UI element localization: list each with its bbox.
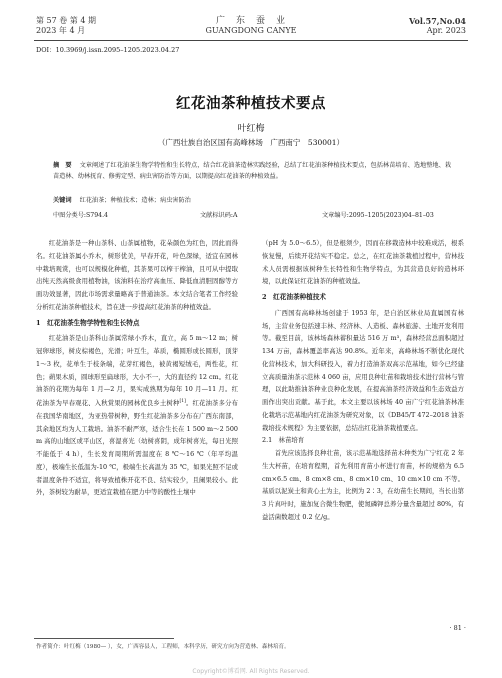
header-volume-en bbox=[409, 16, 466, 36]
footnote-rule bbox=[34, 638, 174, 639]
journal-name-cn: 广 东 蚕 业 bbox=[215, 16, 286, 26]
biology-text-a: 红花油茶是山茶科山茶属常绿小乔木，直立，高 5 m～12 m；树冠卵球形，树皮棕褐色，光滑；叶互生，革质，椭圆形或长圆形，顶芽 1～3 枚，花单生于枝条端，花芽红褐色，被黄褐短绒毛，两性花，红色；蒴果木质，圆球形至扁球形，大小不一，大的直径约 12 cm。红花油茶的花期为每年 1 月—2 月，果实成熟期为每年 10 月—11 月。红花油茶为早春观花、入秋赏果的园林优良乡土树种 bbox=[36, 334, 238, 408]
document-code: 文献标识码:A bbox=[200, 212, 238, 219]
seedling-paragraph: 首先应该选择良种壮苗，该示范基地选择苗木种类为广宁红花 2 年生大杯苗，在培育程期，首先利用育苗小杯进行育苗，杯的规格为 6.5 cm×6.5 cm、8 cm×8 cm、8 cm×10 cm、10 cm×10 cm 不等。基质以泥炭土和黄心土为主，比例为 2∶3，在幼苗生长期间，当长出第 3 片真叶时，施加复合微生物肥，使氮磷钾总养分量含量超过 80%，有益活菌数超过 0.2 亿/g。 bbox=[262, 449, 464, 521]
abstract-text: 文章阐述了红花油茶生物学特性和生长特点，结合红花油茶造林实践经验，总结了红花油茶种植技术要点，包括林苗培育、选地整地、栽苗造林、幼林抚育、修剪定型、病虫害防治等方面，以期提高红花油茶的种植效益。 bbox=[53, 162, 452, 180]
volume-cn: 第 57 卷 第 4 期 bbox=[36, 16, 96, 25]
article-number: 文章编号:2095–1205(2023)04–81–03 bbox=[322, 212, 434, 219]
keywords bbox=[53, 195, 451, 204]
doi: DOI：10.3969/j.issn.2095–1205.2023.04.27 bbox=[36, 46, 180, 54]
header-rule bbox=[34, 40, 468, 41]
citation-1: [1] bbox=[179, 399, 186, 404]
page-number: · 81 · bbox=[449, 624, 466, 632]
section-heading-2: 2 红花油茶种植技术 bbox=[262, 293, 326, 301]
section-heading-1: 1 红花油茶生物学特性和生长特点 bbox=[36, 318, 140, 327]
forest-farm-paragraph: 广西国有高峰林场创建于 1953 年，是自治区林业局直属国有林场，主营业务包括速丰林、经济林、人造板、森林旅游、土地开发利用等。截至目前，该林场森林蓄积量达 516 万 m³，森林经营总面积超过 134 万亩，森林覆盖率高达 90.8%。近年来，高峰林场不断优化现代化营林技术，加大科研投入，着力打造油茶双高示范基地，如今已经建立高质量油茶示范林 4 060 亩，应用良种壮苗和栽培技术进行营林与管理，以此助推油茶种业良种化发展，在提高油茶经济效益和生态效益方面作出突出贡献。基于此，本文主要以该林场 40 亩广宁红花油茶林准化栽培示范基地内红花油茶为研究对象，以《DB45/T 472–2018 油茶栽培技术规程》为主要依据，总结出红花油茶栽植要点。 bbox=[262, 308, 464, 432]
date-en: Apr. 2023 bbox=[426, 26, 466, 35]
biology-text-b: 。红花油茶多分布在我国华南地区，为亚热带树种，野生红花油茶多分布在广西东南部，其余地区均为人工栽培。油茶不耐严寒，适合生长在 1 500 m～2 500 m 高的山地区或平山区，喜湿喜光（幼树喜阴，成年树喜光，每日光照不能低于 4 h），生长发育周期所需温度在 8 ℃～16 ℃（年平均温度），极端生长低温为-10 ℃，极端生长高温为 35 ℃，如果光照不足或者温度条件不适宜，将导致植株开花不良、结实较少，且阑果较小。此外，茶树较为耐旱，更适宜栽植在肥力中等的酸性土壤中 bbox=[36, 399, 239, 497]
volume-en: Vol.57,No.04 bbox=[409, 16, 466, 26]
abstract-label: 摘 要 bbox=[53, 162, 72, 169]
keywords-text: 红花油茶；种植技术；造林；病虫害防治 bbox=[79, 197, 191, 204]
biology-paragraph bbox=[36, 332, 238, 499]
abstract bbox=[53, 160, 451, 182]
soil-paragraph: （pH 为 5.0～6.5），但是根须少，因而在移栽造林中较难成活，根系恢复慢，后续开花结实不稳定。总之，在红花油茶栽植过程中，营林技术人员需根据该树种生长特性和生物学特点，为其营造良好的造林环境，以此保证红花油茶的种植效益。 bbox=[262, 239, 464, 286]
clc-number: 中图分类号:S794.4 bbox=[53, 212, 108, 219]
left-column bbox=[36, 237, 238, 499]
author-footnote: 作者简介：叶红梅（1980— ），女，广西容县人，工程师，本科学历，研究方向为营造林、森林培育。 bbox=[36, 644, 290, 650]
article-author: 叶红梅 bbox=[237, 124, 265, 134]
subsection-heading-2-1: 2.1 林苗培育 bbox=[262, 436, 305, 445]
article-title: 红花油茶种植技术要点 bbox=[176, 95, 326, 112]
keywords-label: 关键词 bbox=[53, 197, 72, 204]
author-affiliation: （广西壮族自治区国有高峰林场 广西南宁 530001） bbox=[157, 138, 345, 147]
journal-name-en: GUANGDONG CANYE bbox=[205, 26, 297, 35]
intro-paragraph: 红花油茶是一种山茶科、山茶属植物，花朵颜色为红色，因此而得名。红花油茶属小乔木，树形优美，早春开花，叶色深绿，适宜在园林中栽培观赏，也可以规模化种植，其茶果可以榨干榨油，且可从中提取出纯天然高级食用植物油，该油料在治疗高血压、降低血清胆固醇等方面功效显著，因此市场需求量略高于普通油茶。本文结合笔者工作经验分析红花油茶种植技术，旨在进一步提高红花油茶的种植效益。 bbox=[36, 239, 238, 311]
copyright-watermark: Copyright©博看网. All Rights Reserved. bbox=[192, 668, 310, 675]
right-column bbox=[262, 237, 464, 524]
date-cn: 2023 年 4 月 bbox=[36, 26, 86, 35]
